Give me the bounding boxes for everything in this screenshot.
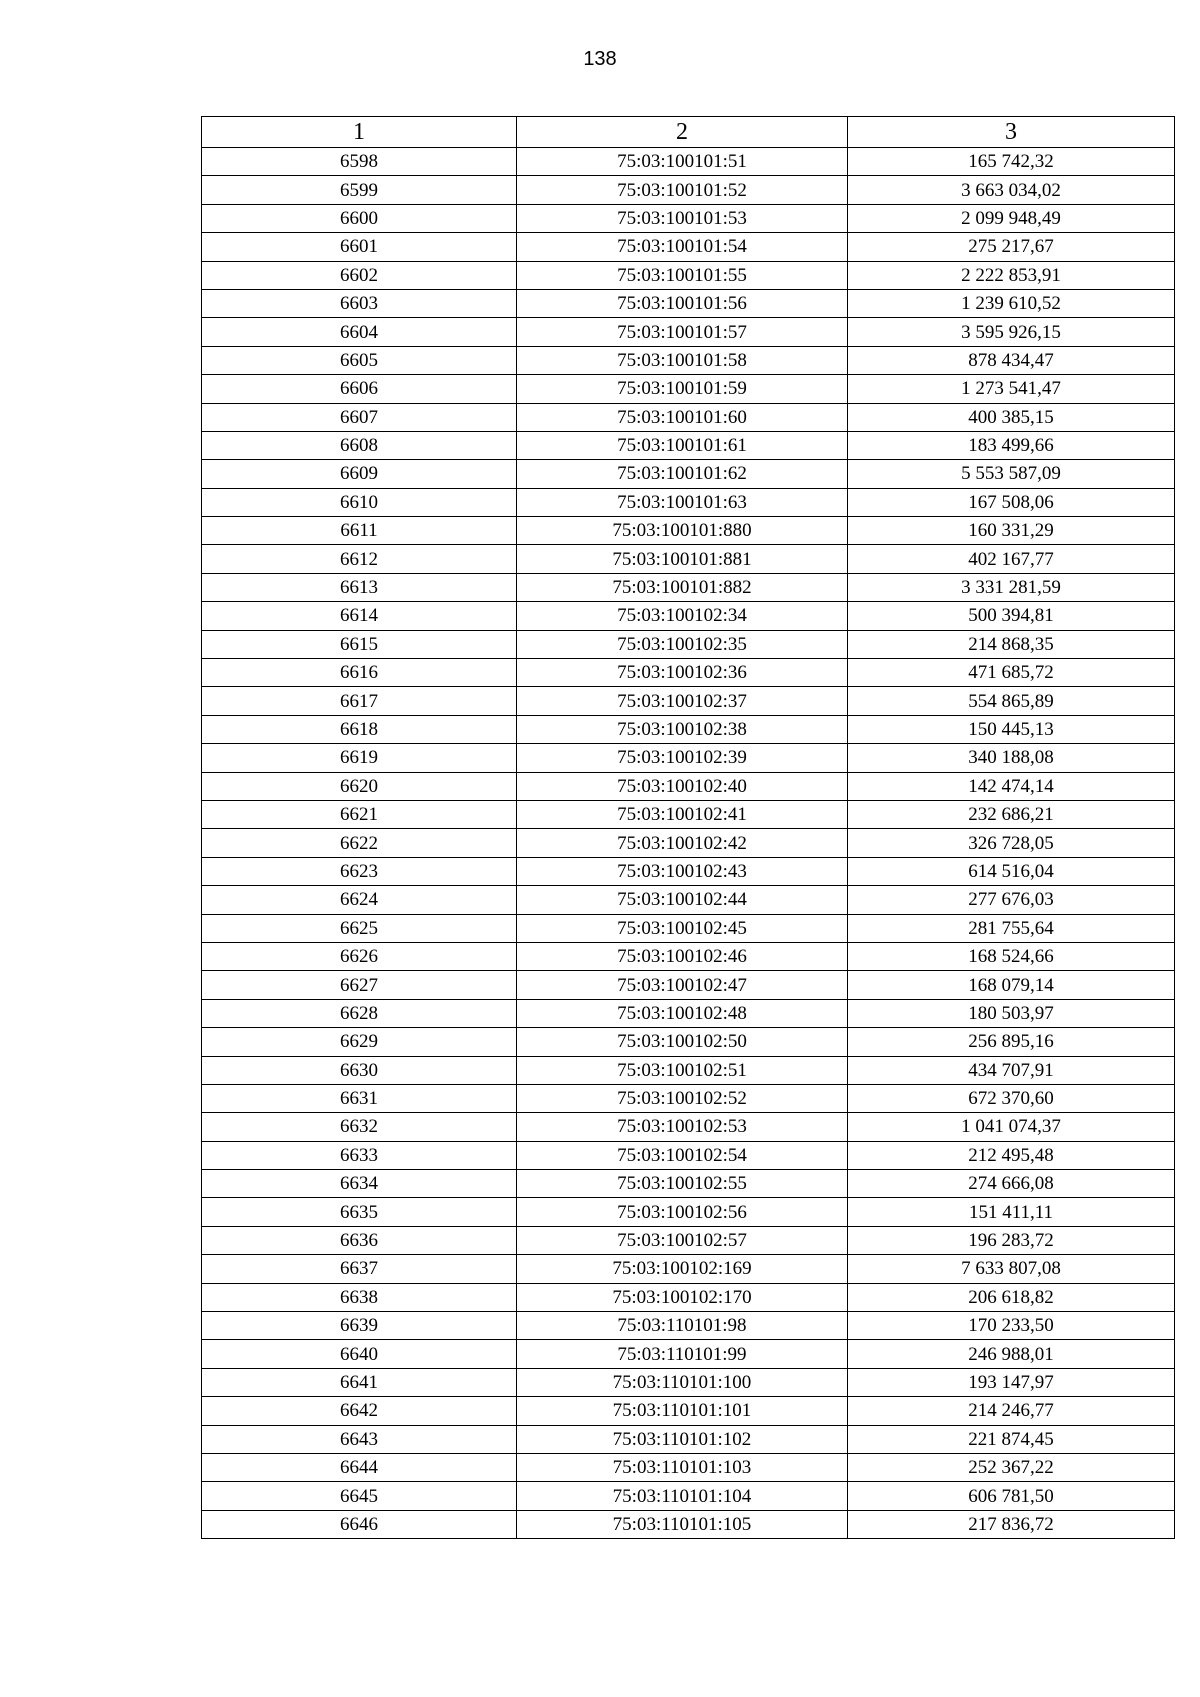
cadastral-number-cell: 75:03:100102:42 xyxy=(517,829,848,857)
cadastral-number-cell: 75:03:100102:51 xyxy=(517,1056,848,1084)
value-cell: 878 434,47 xyxy=(848,346,1175,374)
cadastral-number-cell: 75:03:100101:61 xyxy=(517,431,848,459)
table-body xyxy=(202,148,1175,1539)
table-row xyxy=(202,318,1175,346)
value-cell: 606 781,50 xyxy=(848,1482,1175,1510)
cadastral-number-cell: 75:03:100102:41 xyxy=(517,800,848,828)
table-row xyxy=(202,1312,1175,1340)
value-cell: 168 524,66 xyxy=(848,942,1175,970)
cadastral-number-cell: 75:03:100102:50 xyxy=(517,1028,848,1056)
table-row xyxy=(202,261,1175,289)
row-number-cell: 6644 xyxy=(202,1453,517,1481)
cadastral-number-cell: 75:03:100101:882 xyxy=(517,573,848,601)
cadastral-number-cell: 75:03:110101:100 xyxy=(517,1368,848,1396)
table-row xyxy=(202,630,1175,658)
cadastral-number-cell: 75:03:100101:881 xyxy=(517,545,848,573)
table-row xyxy=(202,744,1175,772)
cadastral-number-cell: 75:03:100102:48 xyxy=(517,999,848,1027)
table-row xyxy=(202,431,1175,459)
table-row xyxy=(202,1028,1175,1056)
value-cell: 246 988,01 xyxy=(848,1340,1175,1368)
value-cell: 2 222 853,91 xyxy=(848,261,1175,289)
cadastral-number-cell: 75:03:100101:56 xyxy=(517,289,848,317)
value-cell: 214 246,77 xyxy=(848,1397,1175,1425)
row-number-cell: 6601 xyxy=(202,233,517,261)
cadastral-number-cell: 75:03:100101:57 xyxy=(517,318,848,346)
row-number-cell: 6612 xyxy=(202,545,517,573)
row-number-cell: 6643 xyxy=(202,1425,517,1453)
row-number-cell: 6622 xyxy=(202,829,517,857)
table-row xyxy=(202,687,1175,715)
value-cell: 326 728,05 xyxy=(848,829,1175,857)
cadastral-number-cell: 75:03:100102:57 xyxy=(517,1226,848,1254)
cadastral-number-cell: 75:03:100101:55 xyxy=(517,261,848,289)
value-cell: 3 595 926,15 xyxy=(848,318,1175,346)
row-number-cell: 6603 xyxy=(202,289,517,317)
table-row xyxy=(202,346,1175,374)
row-number-cell: 6628 xyxy=(202,999,517,1027)
table-row xyxy=(202,204,1175,232)
row-number-cell: 6637 xyxy=(202,1255,517,1283)
row-number-cell: 6616 xyxy=(202,659,517,687)
value-cell: 277 676,03 xyxy=(848,886,1175,914)
value-cell: 274 666,08 xyxy=(848,1170,1175,1198)
table-row xyxy=(202,602,1175,630)
table-row xyxy=(202,1340,1175,1368)
row-number-cell: 6605 xyxy=(202,346,517,374)
table-row xyxy=(202,233,1175,261)
row-number-cell: 6646 xyxy=(202,1510,517,1538)
row-number-cell: 6619 xyxy=(202,744,517,772)
cadastral-number-cell: 75:03:100101:58 xyxy=(517,346,848,374)
value-cell: 672 370,60 xyxy=(848,1084,1175,1112)
cadastral-number-cell: 75:03:100102:34 xyxy=(517,602,848,630)
cadastral-number-cell: 75:03:100101:54 xyxy=(517,233,848,261)
row-number-cell: 6607 xyxy=(202,403,517,431)
table-row xyxy=(202,1453,1175,1481)
table-row xyxy=(202,1056,1175,1084)
cadastral-number-cell: 75:03:110101:101 xyxy=(517,1397,848,1425)
row-number-cell: 6641 xyxy=(202,1368,517,1396)
table-row xyxy=(202,715,1175,743)
row-number-cell: 6609 xyxy=(202,460,517,488)
value-cell: 3 663 034,02 xyxy=(848,176,1175,204)
row-number-cell: 6645 xyxy=(202,1482,517,1510)
cadastral-number-cell: 75:03:100102:40 xyxy=(517,772,848,800)
row-number-cell: 6620 xyxy=(202,772,517,800)
row-number-cell: 6632 xyxy=(202,1113,517,1141)
table-row xyxy=(202,1283,1175,1311)
value-cell: 217 836,72 xyxy=(848,1510,1175,1538)
row-number-cell: 6614 xyxy=(202,602,517,630)
table-row xyxy=(202,659,1175,687)
table-row xyxy=(202,800,1175,828)
value-cell: 150 445,13 xyxy=(848,715,1175,743)
table-row xyxy=(202,375,1175,403)
value-cell: 471 685,72 xyxy=(848,659,1175,687)
row-number-cell: 6625 xyxy=(202,914,517,942)
row-number-cell: 6621 xyxy=(202,800,517,828)
cadastral-number-cell: 75:03:100102:36 xyxy=(517,659,848,687)
value-cell: 167 508,06 xyxy=(848,488,1175,516)
value-cell: 212 495,48 xyxy=(848,1141,1175,1169)
row-number-cell: 6604 xyxy=(202,318,517,346)
value-cell: 221 874,45 xyxy=(848,1425,1175,1453)
cadastral-number-cell: 75:03:100102:169 xyxy=(517,1255,848,1283)
value-cell: 554 865,89 xyxy=(848,687,1175,715)
cadastral-number-cell: 75:03:100102:45 xyxy=(517,914,848,942)
cadastral-number-cell: 75:03:100102:56 xyxy=(517,1198,848,1226)
table-row xyxy=(202,971,1175,999)
cadastral-number-cell: 75:03:100102:39 xyxy=(517,744,848,772)
cadastral-number-cell: 75:03:100102:38 xyxy=(517,715,848,743)
value-cell: 434 707,91 xyxy=(848,1056,1175,1084)
table-row xyxy=(202,857,1175,885)
table-row xyxy=(202,914,1175,942)
row-number-cell: 6642 xyxy=(202,1397,517,1425)
value-cell: 500 394,81 xyxy=(848,602,1175,630)
row-number-cell: 6623 xyxy=(202,857,517,885)
value-cell: 3 331 281,59 xyxy=(848,573,1175,601)
table-row xyxy=(202,403,1175,431)
value-cell: 214 868,35 xyxy=(848,630,1175,658)
cadastral-number-cell: 75:03:100101:880 xyxy=(517,517,848,545)
table-row xyxy=(202,1425,1175,1453)
table-row xyxy=(202,1255,1175,1283)
data-table xyxy=(201,116,1175,1539)
table-row xyxy=(202,460,1175,488)
row-number-cell: 6617 xyxy=(202,687,517,715)
value-cell: 196 283,72 xyxy=(848,1226,1175,1254)
column-header-2: 2 xyxy=(517,117,848,148)
cadastral-number-cell: 75:03:110101:104 xyxy=(517,1482,848,1510)
table-row xyxy=(202,1482,1175,1510)
row-number-cell: 6639 xyxy=(202,1312,517,1340)
row-number-cell: 6615 xyxy=(202,630,517,658)
row-number-cell: 6602 xyxy=(202,261,517,289)
table-row xyxy=(202,573,1175,601)
value-cell: 168 079,14 xyxy=(848,971,1175,999)
cadastral-number-cell: 75:03:100102:35 xyxy=(517,630,848,658)
cadastral-number-cell: 75:03:100101:62 xyxy=(517,460,848,488)
table-row xyxy=(202,1170,1175,1198)
page-number: 138 xyxy=(583,48,617,70)
row-number-cell: 6613 xyxy=(202,573,517,601)
cadastral-number-cell: 75:03:100101:51 xyxy=(517,148,848,176)
value-cell: 252 367,22 xyxy=(848,1453,1175,1481)
row-number-cell: 6633 xyxy=(202,1141,517,1169)
row-number-cell: 6608 xyxy=(202,431,517,459)
row-number-cell: 6638 xyxy=(202,1283,517,1311)
value-cell: 170 233,50 xyxy=(848,1312,1175,1340)
row-number-cell: 6635 xyxy=(202,1198,517,1226)
cadastral-number-cell: 75:03:110101:99 xyxy=(517,1340,848,1368)
cadastral-number-cell: 75:03:110101:103 xyxy=(517,1453,848,1481)
value-cell: 180 503,97 xyxy=(848,999,1175,1027)
table-row xyxy=(202,1084,1175,1112)
cadastral-number-cell: 75:03:110101:102 xyxy=(517,1425,848,1453)
cadastral-number-cell: 75:03:100101:63 xyxy=(517,488,848,516)
cadastral-number-cell: 75:03:110101:105 xyxy=(517,1510,848,1538)
value-cell: 1 273 541,47 xyxy=(848,375,1175,403)
value-cell: 1 239 610,52 xyxy=(848,289,1175,317)
cadastral-number-cell: 75:03:100102:44 xyxy=(517,886,848,914)
value-cell: 142 474,14 xyxy=(848,772,1175,800)
table-row xyxy=(202,148,1175,176)
table-row xyxy=(202,545,1175,573)
cadastral-number-cell: 75:03:100101:60 xyxy=(517,403,848,431)
row-number-cell: 6610 xyxy=(202,488,517,516)
value-cell: 193 147,97 xyxy=(848,1368,1175,1396)
table-row xyxy=(202,1510,1175,1538)
cadastral-number-cell: 75:03:100102:170 xyxy=(517,1283,848,1311)
table-row xyxy=(202,1397,1175,1425)
table-row xyxy=(202,289,1175,317)
cadastral-number-cell: 75:03:100101:53 xyxy=(517,204,848,232)
column-header-3: 3 xyxy=(848,117,1175,148)
value-cell: 2 099 948,49 xyxy=(848,204,1175,232)
row-number-cell: 6634 xyxy=(202,1170,517,1198)
table-row xyxy=(202,517,1175,545)
row-number-cell: 6606 xyxy=(202,375,517,403)
table-header-row xyxy=(202,117,1175,148)
cadastral-number-cell: 75:03:100102:47 xyxy=(517,971,848,999)
value-cell: 151 411,11 xyxy=(848,1198,1175,1226)
value-cell: 614 516,04 xyxy=(848,857,1175,885)
row-number-cell: 6618 xyxy=(202,715,517,743)
value-cell: 402 167,77 xyxy=(848,545,1175,573)
value-cell: 232 686,21 xyxy=(848,800,1175,828)
value-cell: 1 041 074,37 xyxy=(848,1113,1175,1141)
table-row xyxy=(202,1198,1175,1226)
row-number-cell: 6626 xyxy=(202,942,517,970)
cadastral-number-cell: 75:03:100102:46 xyxy=(517,942,848,970)
table-row xyxy=(202,829,1175,857)
cadastral-number-cell: 75:03:100101:59 xyxy=(517,375,848,403)
table-row xyxy=(202,772,1175,800)
cadastral-number-cell: 75:03:100102:43 xyxy=(517,857,848,885)
value-cell: 340 188,08 xyxy=(848,744,1175,772)
cadastral-number-cell: 75:03:100102:53 xyxy=(517,1113,848,1141)
value-cell: 165 742,32 xyxy=(848,148,1175,176)
table-row xyxy=(202,1226,1175,1254)
cadastral-number-cell: 75:03:100102:52 xyxy=(517,1084,848,1112)
value-cell: 281 755,64 xyxy=(848,914,1175,942)
cadastral-number-cell: 75:03:100101:52 xyxy=(517,176,848,204)
table-row xyxy=(202,488,1175,516)
row-number-cell: 6611 xyxy=(202,517,517,545)
row-number-cell: 6636 xyxy=(202,1226,517,1254)
row-number-cell: 6600 xyxy=(202,204,517,232)
row-number-cell: 6627 xyxy=(202,971,517,999)
row-number-cell: 6598 xyxy=(202,148,517,176)
cadastral-number-cell: 75:03:100102:37 xyxy=(517,687,848,715)
table-row xyxy=(202,1141,1175,1169)
table-row xyxy=(202,176,1175,204)
table-row xyxy=(202,999,1175,1027)
column-header-1: 1 xyxy=(202,117,517,148)
row-number-cell: 6624 xyxy=(202,886,517,914)
value-cell: 256 895,16 xyxy=(848,1028,1175,1056)
cadastral-number-cell: 75:03:110101:98 xyxy=(517,1312,848,1340)
value-cell: 400 385,15 xyxy=(848,403,1175,431)
row-number-cell: 6599 xyxy=(202,176,517,204)
table-row xyxy=(202,886,1175,914)
value-cell: 206 618,82 xyxy=(848,1283,1175,1311)
row-number-cell: 6640 xyxy=(202,1340,517,1368)
row-number-cell: 6629 xyxy=(202,1028,517,1056)
cadastral-number-cell: 75:03:100102:54 xyxy=(517,1141,848,1169)
row-number-cell: 6631 xyxy=(202,1084,517,1112)
table-row xyxy=(202,1368,1175,1396)
value-cell: 160 331,29 xyxy=(848,517,1175,545)
value-cell: 275 217,67 xyxy=(848,233,1175,261)
row-number-cell: 6630 xyxy=(202,1056,517,1084)
value-cell: 5 553 587,09 xyxy=(848,460,1175,488)
cadastral-number-cell: 75:03:100102:55 xyxy=(517,1170,848,1198)
value-cell: 7 633 807,08 xyxy=(848,1255,1175,1283)
table-row xyxy=(202,1113,1175,1141)
value-cell: 183 499,66 xyxy=(848,431,1175,459)
table-row xyxy=(202,942,1175,970)
